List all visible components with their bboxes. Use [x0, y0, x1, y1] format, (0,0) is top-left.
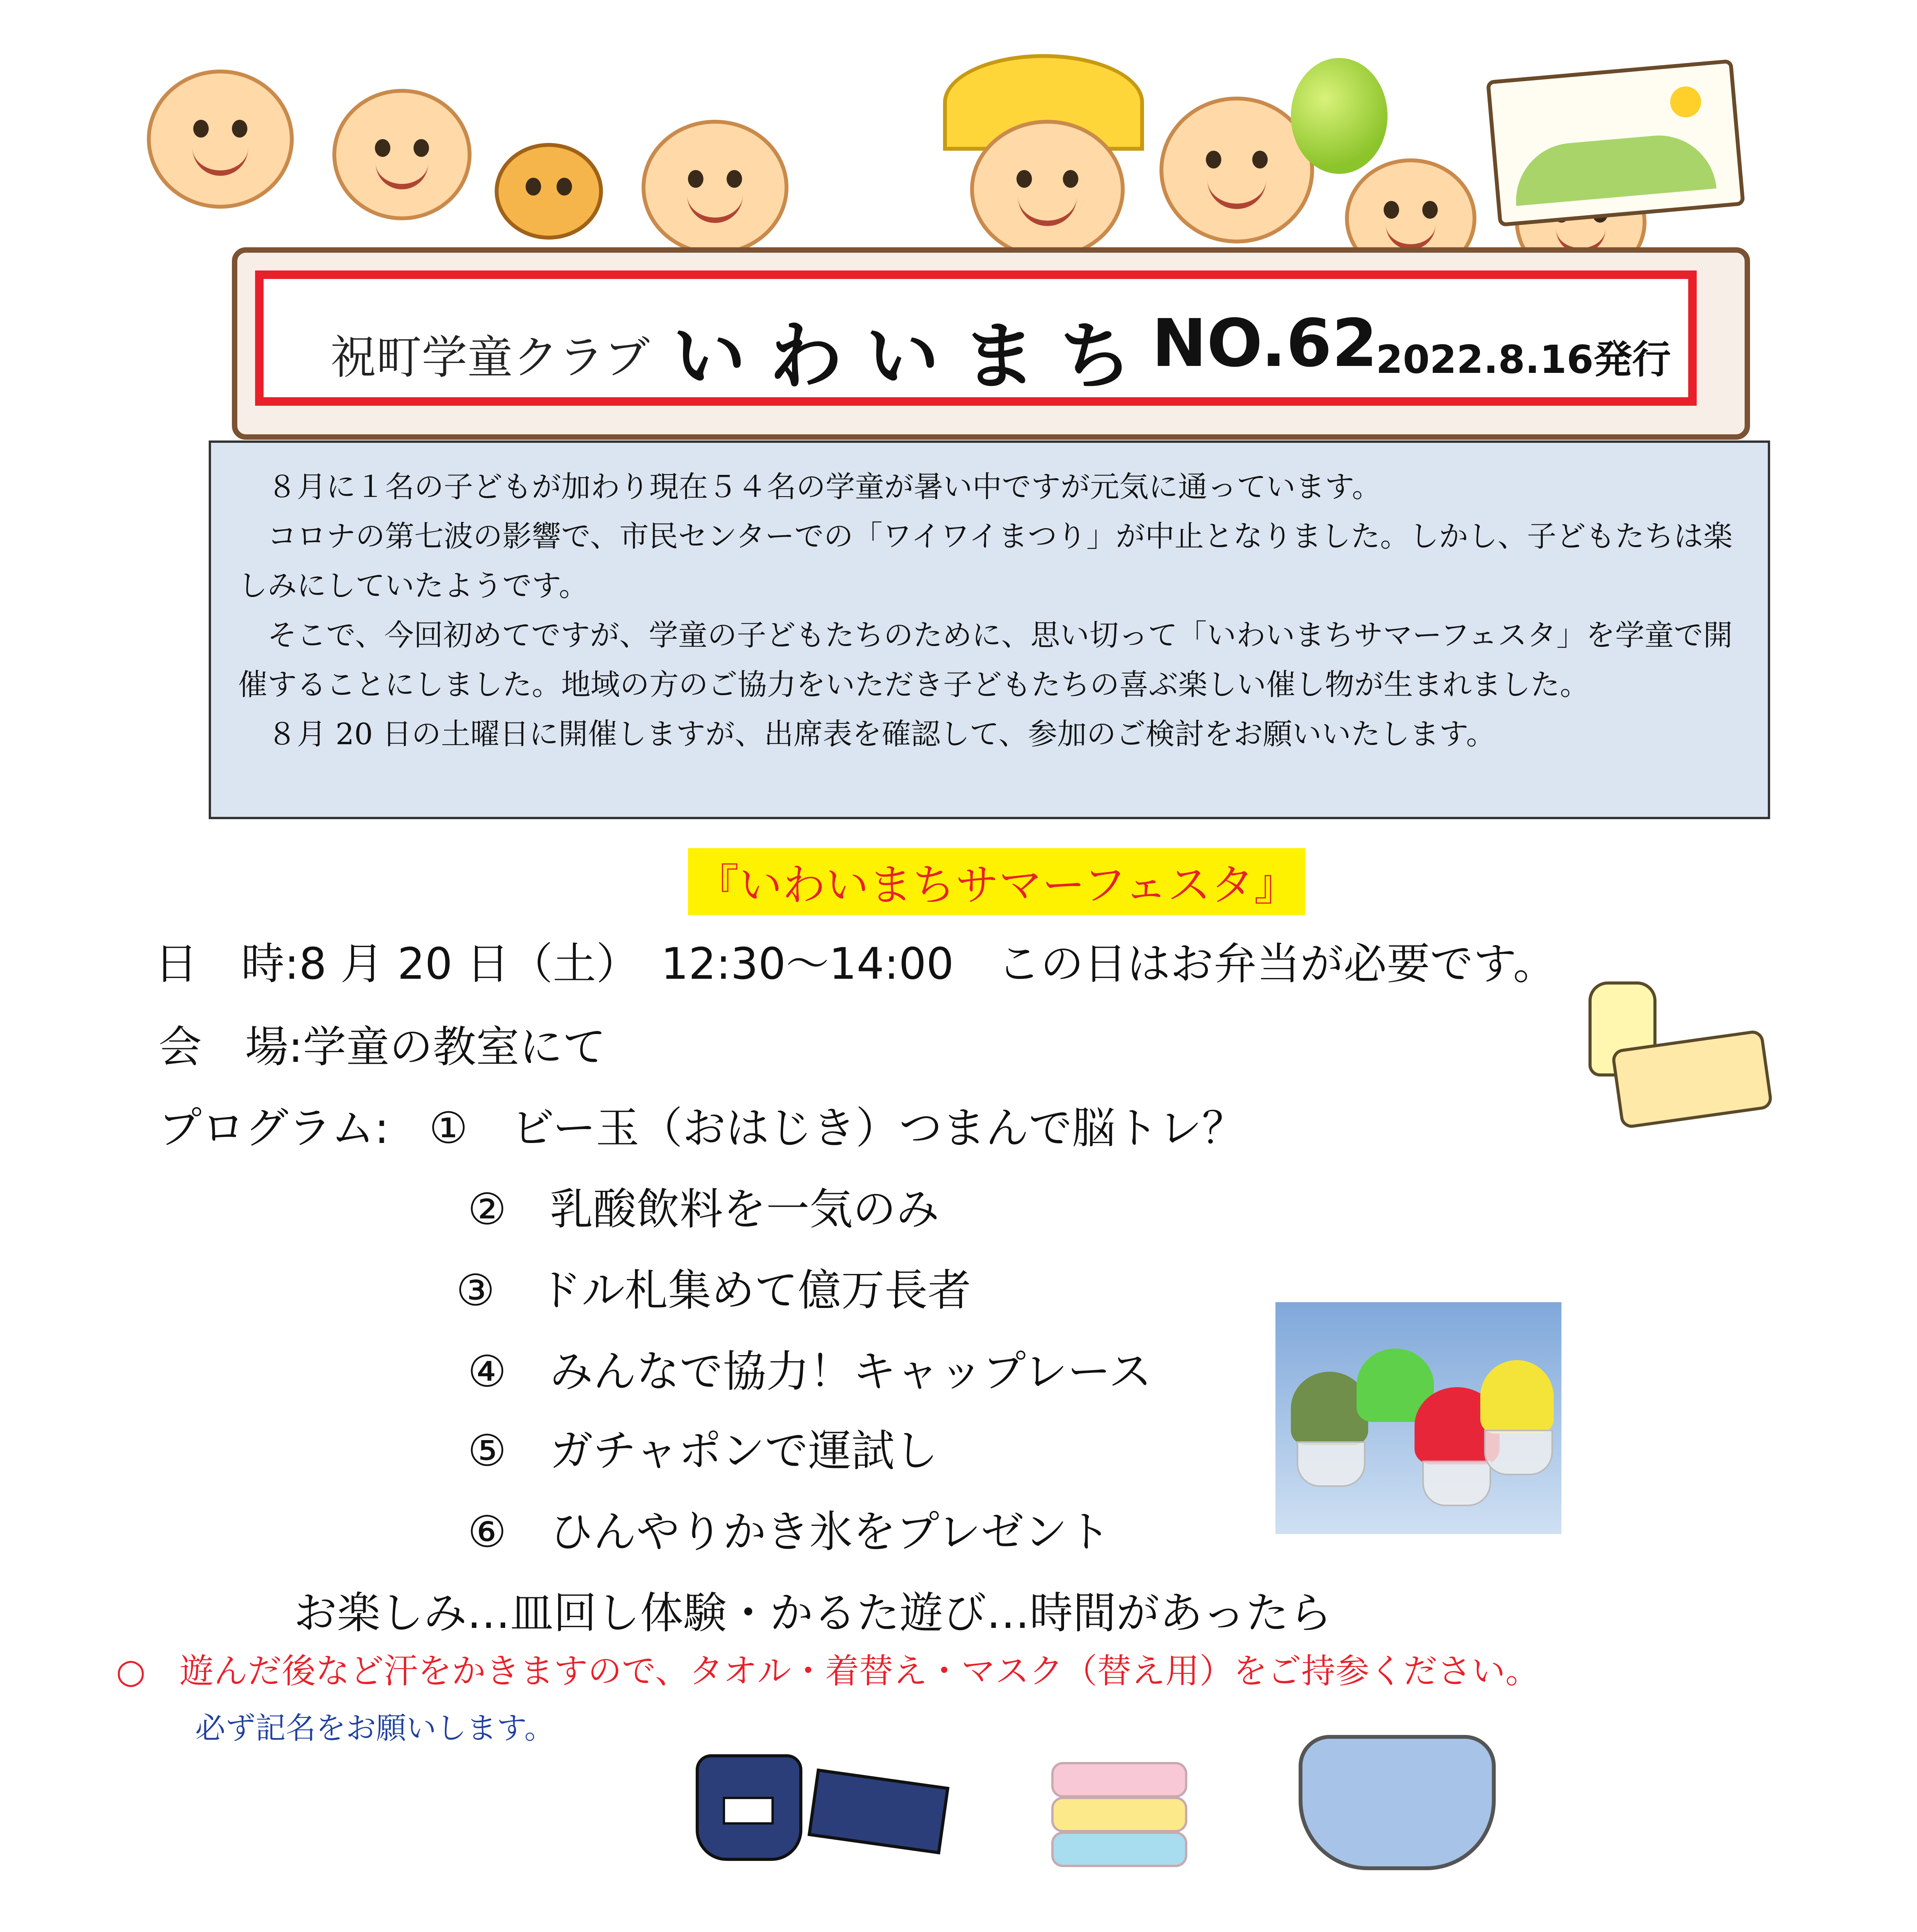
intro-paragraph: そこで、今回初めてですが、学童の子どもたちのために、思い切って「いわいまちサマーフェスタ」を学童で開催することにしました。地域の方のご協力をいただき子どもたちの喜ぶ楽しい催し物が生まれました。	[238, 618, 1733, 702]
festa-title: 『いわいまちサマーフェスタ』	[688, 848, 1305, 915]
intro-paragraph: ８月 20 日の土曜日に開催しますが、出席表を確認して、参加のご検討をお願いいたします。	[267, 717, 1496, 751]
balloon-icon	[1291, 58, 1388, 174]
program-label: プログラム:	[158, 1103, 389, 1153]
clothes-icon	[807, 1769, 949, 1854]
club-name: 祝町学童クラブ	[330, 331, 650, 384]
issue-date: 2022.8.16発行	[1376, 337, 1671, 382]
program-item: ③ ドル札集めて億万長者	[456, 1265, 971, 1316]
intro-paragraph: ８月に１名の子どもが加わり現在５４名の学童が暑い中ですが元気に通っています。	[267, 469, 1381, 504]
intro-box	[209, 440, 1770, 819]
program-item: ④ みんなで協力！キャップレース	[468, 1347, 1152, 1397]
festa-venue: 会 場:学童の教室にて	[158, 1022, 606, 1072]
intro-paragraph: コロナの第七波の影響で、市民センターでの「ワイワイまつり」が中止となりました。しかし、子どもたちは楽しみにしていたようです。	[238, 519, 1733, 603]
bag-icon	[688, 1731, 804, 1862]
towel-icon	[1051, 1762, 1183, 1862]
bento-icon	[1577, 981, 1770, 1121]
bus-illustration	[155, 1920, 522, 1932]
mask-icon	[1299, 1735, 1496, 1870]
program-item: ② 乳酸飲料を一気のみ	[468, 1184, 940, 1235]
newsletter-title: いわいまち	[672, 314, 1156, 399]
notice-subtext: 必ず記名をお願いします。	[195, 1711, 555, 1746]
festa-extra: お楽しみ…皿回し体験・かるた遊び…時間があったら	[294, 1588, 1332, 1638]
notice-text: ○ 遊んだ後など汗をかきますので、タオル・着替え・マスク（替え用）をご持参ください。	[116, 1651, 1540, 1691]
issue-number: NO.62	[1152, 305, 1378, 382]
landscape-sign-icon	[1486, 59, 1745, 227]
shaved-ice-image	[1275, 1302, 1561, 1534]
festa-datetime: 日 時:8 月 20 日（土） 12:30～14:00 この日はお弁当が必要です。	[155, 939, 1556, 989]
program-item: ① ビー玉（おはじき）つまんで脳トレ？	[429, 1103, 1245, 1153]
program-item: ⑥ ひんやりかき氷をプレゼント	[468, 1507, 1111, 1557]
program-item: ⑤ ガチャポンで運試し	[468, 1426, 938, 1476]
